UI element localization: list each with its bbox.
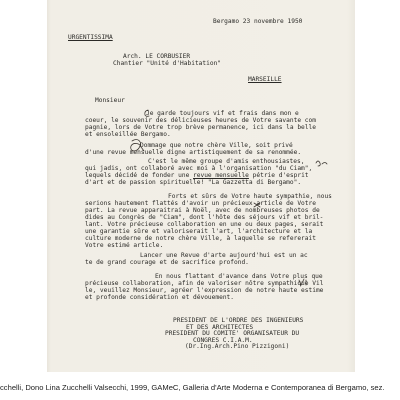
paragraph-line: dides au Congrès de "Ciam", dont l'hôte des séjours vif et bril-: [85, 214, 324, 221]
paragraph-line: d'une revue mensuelle digne artistiquement de sa renommée.: [85, 149, 302, 156]
salutation: Monsieur: [95, 97, 125, 104]
paragraph-line: qui jadis, ont collaboré avec moi à l'organisation "du Ciam",: [85, 165, 313, 172]
recipient-city: MARSEILLE: [248, 76, 282, 83]
paragraph-line: part. La revue apparaitrai à Noël, avec de nombreuses photos de: [85, 207, 320, 214]
signature-line: (Dr.Ing.Arch.Pino Pizzigoni): [185, 343, 290, 350]
caption-text: cchelli, Dono Lina Zucchelli Valsecchi, 1999, GAMeC, Galleria d'Arte Moderna e Contemporanea di Bergamo, sez.: [0, 383, 385, 392]
paragraph-line: culture moderne de notre chère Ville, à laquelle se refererait: [85, 235, 316, 242]
paragraph-line: En nous flattant d'avance dans Votre plus que: [155, 273, 323, 280]
paragraph-line: coeur, le souvenir des délicieuses heures de Votre savante com: [85, 117, 316, 124]
line-segment: pétrie d'esprit: [248, 172, 309, 179]
urgency-label: URGENTISSIMA: [68, 34, 113, 41]
paragraph-line: Votre estimé article.: [85, 242, 164, 249]
paragraph-line: et ensoleillée Bergamo.: [85, 131, 171, 138]
paragraph-line: Je garde toujours vif et frais dans mon e: [146, 110, 299, 117]
signature-line: CONGRES C.I.A.M.: [193, 337, 253, 344]
signature-line: ET DES ARCHITECTES: [186, 324, 254, 331]
underlined-phrase: revue mensuelle: [193, 172, 249, 179]
signature-line: PRESIDENT DU COMITE' ORGANISATEUR DU: [165, 330, 300, 337]
letter-date: Bergamo 23 novembre 1950: [213, 18, 303, 25]
paragraph-line: une garantie sûre et valoriserait l'art, l'architecture et la: [85, 228, 313, 235]
paragraph-line: serions hautement flattés d'avoir un précieux article de Votre: [85, 200, 316, 207]
paragraph-line: d'art et de passion spirituelle! "La Gazzetta di Bergamo".: [85, 179, 302, 186]
paragraph-line: C'est le même groupe d'amis enthousiastes,: [148, 158, 305, 165]
signature-line: PRESIDENT DE L'ORDRE DES INGENIEURS: [173, 317, 304, 324]
line-segment: lequels décidé de fonder une: [85, 172, 194, 179]
paragraph-line: Dommage que notre chère Ville, soit privé: [140, 142, 293, 149]
recipient-name: Arch. LE CORBUSIER: [123, 53, 191, 60]
paragraph-line: Lancer une Revue d'arte aujourd'hui est un ac: [140, 252, 308, 259]
paragraph-line: et profonde considération et dévouement.: [85, 294, 235, 301]
paragraph-line: pagnie, lors de Votre trop brève permanence, ici dans la belle: [85, 124, 316, 131]
paragraph-line: Forts et sûrs de Votre haute sympathie, nous: [168, 193, 332, 200]
paragraph-line: [85, 172, 309, 179]
recipient-site: Chantier "Unité d'Habitation": [113, 60, 222, 67]
paragraph-line: lant. Votre précieuse collaboration en une ou deux pages, serait: [85, 221, 324, 228]
paragraph-line: te de grand courage et de sacrifice profond.: [85, 259, 249, 266]
paragraph-line: précieuse collaboration, afin de valoriser nôtre sympathique Vil: [85, 280, 324, 287]
paragraph-line: le, veuillez Monsieur, agréer l'expression de notre haute estime: [85, 287, 324, 294]
